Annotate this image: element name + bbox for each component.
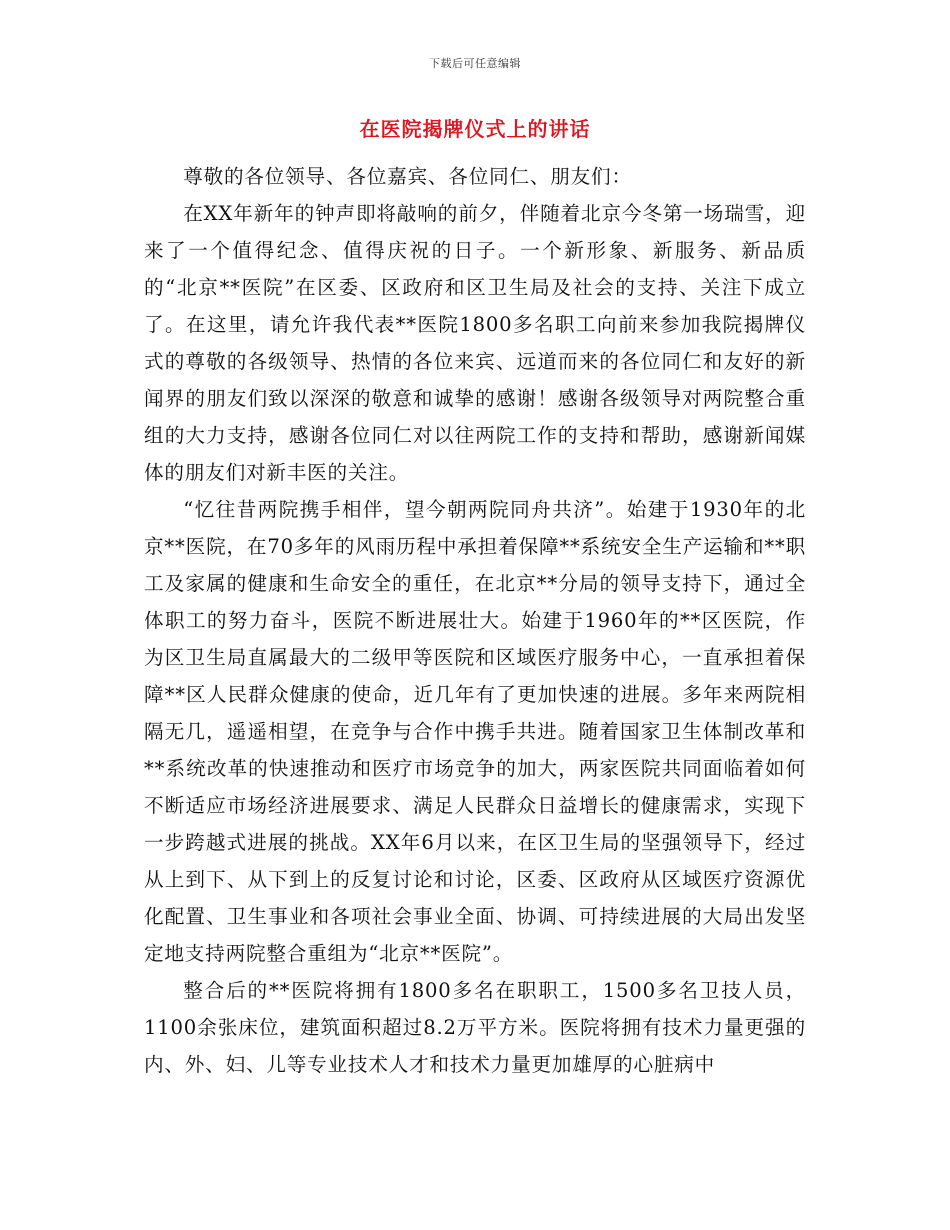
paragraph: “忆往昔两院携手相伴，望今朝两院同舟共济”。始建于1930年的北京**医院，在70多年的风雨历程中承担着保障**系统安全生产运输和**职工及家属的健康和生命安全的重任，在北京**分局的领导支持下，通过全体职工的努力奋斗，医院不断进展壮大。始建于1960年的**区医院，作为区卫生局直属最大的二级甲等医院和区域医疗服务中心，一直承担着保障**区人民群众健康的使命，近几年有了更加快速的进展。多年来两院相隔无几，遥遥相望，在竞争与合作中携手共进。随着国家卫生体制改革和**系统改革的快速推动和医疗市场竞争的加大，两家医院共同面临着如何不断适应市场经济进展要求、满足人民群众日益增长的健康需求，实现下一步跨越式进展的挑战。XX年6月以来，在区卫生局的坚强领导下，经过从上到下、从下到上的反复讨论和讨论，区委、区政府从区域医疗资源优化配置、卫生事业和各项社会事业全面、协调、可持续进展的大局出发坚定地支持两院整合重组为“北京**医院”。 bbox=[144, 498, 806, 965]
header-note: 下载后可任意编辑 bbox=[429, 57, 521, 70]
document-body bbox=[144, 158, 806, 1083]
paragraph: 整合后的**医院将拥有1800多名在职职工，1500多名卫技人员，1100余张床位，建筑面积超过8.2万平方米。医院将拥有技术力量更强的内、外、妇、儿等专业技术人才和技术力量更加雄厚的心脏病中 bbox=[144, 979, 806, 1076]
paragraph-salutation: 尊敬的各位领导、各位嘉宾、各位同仁、朋友们： bbox=[183, 165, 632, 188]
document-title: 在医院揭牌仪式上的讲话 bbox=[359, 117, 591, 141]
paragraph: 在XX年新年的钟声即将敲响的前夕，伴随着北京今冬第一场瑞雪，迎来了一个值得纪念、值得庆祝的日子。一个新形象、新服务、新品质的“北京**医院”在区委、区政府和区卫生局及社会的支持、关注下成立了。在这里，请允许我代表**医院1800多名职工向前来参加我院揭牌仪式的尊敬的各级领导、热情的各位来宾、远道而来的各位同仁和友好的新闻界的朋友们致以深深的敬意和诚挚的感谢！感谢各级领导对两院整合重组的大力支持，感谢各位同仁对以往两院工作的支持和帮助，感谢新闻媒体的朋友们对新丰医的关注。 bbox=[144, 202, 806, 484]
